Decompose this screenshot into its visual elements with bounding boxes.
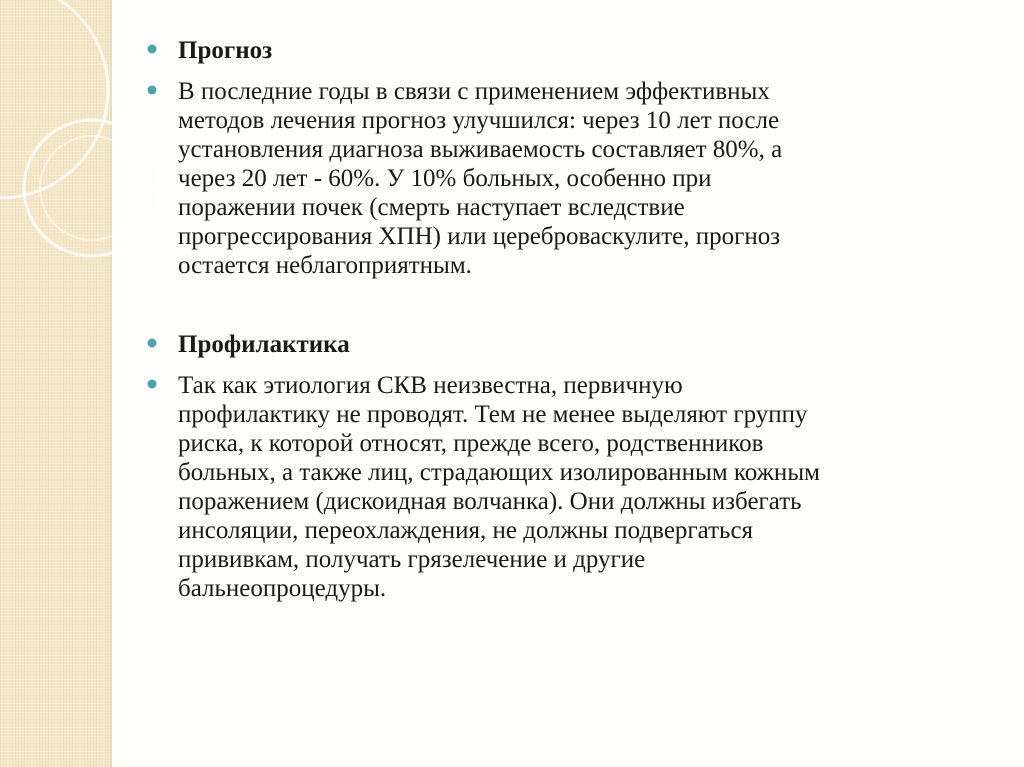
prevention-heading: Профилактика bbox=[178, 331, 350, 358]
bullet-icon bbox=[146, 337, 158, 349]
bullet-icon bbox=[146, 84, 158, 96]
section-heading-prevention bbox=[140, 330, 1000, 359]
slide-content bbox=[140, 36, 1000, 603]
decorative-circles bbox=[0, 0, 140, 330]
prevention-body: Так как этиология СКВ неизвестна, первичную профилактику не проводят. Тем не менее выделяют группу риска, к которой относят, прежде всего, родственников больных, а также лиц, страдающих изолированным кожным поражением (дискоидная волчанка). Они должны избегать инсоляции, переохлаждения, не должны подвергаться прививкам, получать грязелечение и другие бальнеопроцедуры. bbox=[178, 372, 820, 602]
prognosis-body: В последние годы в связи с применением эффективных методов лечения прогноз улучшился: через 10 лет после установления диагноза выживаемость составляет 80%, а через 20 лет - 60%. У 10% больных, особенно при поражении почек (смерть наступает вследствие прогрессирования ХПН) или цереброваскулите, прогноз остается неблагоприятным. bbox=[178, 78, 783, 279]
section-body-prevention bbox=[140, 371, 1000, 603]
bullet-icon bbox=[146, 378, 158, 390]
prognosis-heading: Прогноз bbox=[178, 37, 273, 64]
decorative-circle-inner bbox=[40, 136, 144, 240]
section-heading-prognosis bbox=[140, 36, 1000, 65]
decorative-circle-large bbox=[0, 0, 108, 198]
section-body-prognosis bbox=[140, 77, 1000, 280]
bullet-icon bbox=[146, 43, 158, 55]
